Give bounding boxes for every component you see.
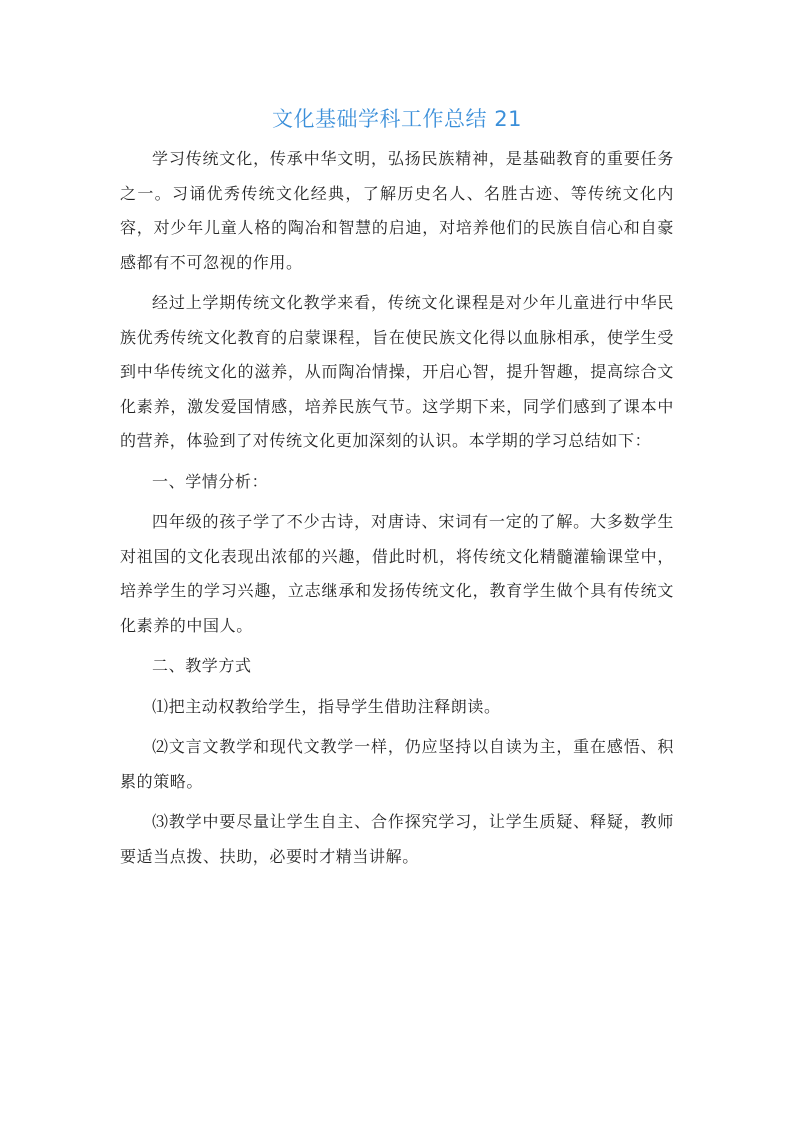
list-item-method-1: ⑴把主动权教给学生，指导学生借助注释朗读。 (152, 696, 501, 716)
page-title: 文化基础学科工作总结 21 (272, 107, 522, 131)
paragraph-analysis: 四年级的孩子学了不少古诗，对唐诗、宋词有一定的了解。大多数学生对祖国的文化表现出浓郁的兴趣，借此时机，将传统文化精髓灌输课堂中，培养学生的学习兴趣，立志继承和发扬传统文化，教育学生做个具有传统文化素养的中国人。 (120, 512, 674, 635)
section-heading-methods: 二、教学方式 (152, 656, 252, 675)
paragraph-overview: 经过上学期传统文化教学来看，传统文化课程是对少年儿童进行中华民族优秀传统文化教育的启蒙课程，旨在使民族文化得以血脉相承，使学生受到中华传统文化的滋养，从而陶冶情操，开启心智，提升智趣，提高综合文化素养，激发爱国情感，培养民族气节。这学期下来，同学们感到了课本中的营养，体验到了对传统文化更加深刻的认识。本学期的学习总结如下： (120, 293, 674, 450)
list-item-method-3: ⑶教学中要尽量让学生自主、合作探究学习，让学生质疑、释疑，教师要适当点拨、扶助，必要时才精当讲解。 (120, 812, 674, 866)
paragraph-intro: 学习传统文化，传承中华文明，弘扬民族精神，是基础教育的重要任务之一。习诵优秀传统文化经典，了解历史名人、名胜古迹、等传统文化内容，对少年儿童人格的陶冶和智慧的启迪，对培养他们的民族自信心和自豪感都有不可忽视的作用。 (120, 149, 674, 272)
section-heading-analysis: 一、学情分析： (152, 471, 269, 491)
list-item-method-2: ⑵文言文教学和现代文教学一样，仍应坚持以自读为主，重在感悟、积累的策略。 (120, 737, 674, 791)
document-page (120, 102, 674, 880)
